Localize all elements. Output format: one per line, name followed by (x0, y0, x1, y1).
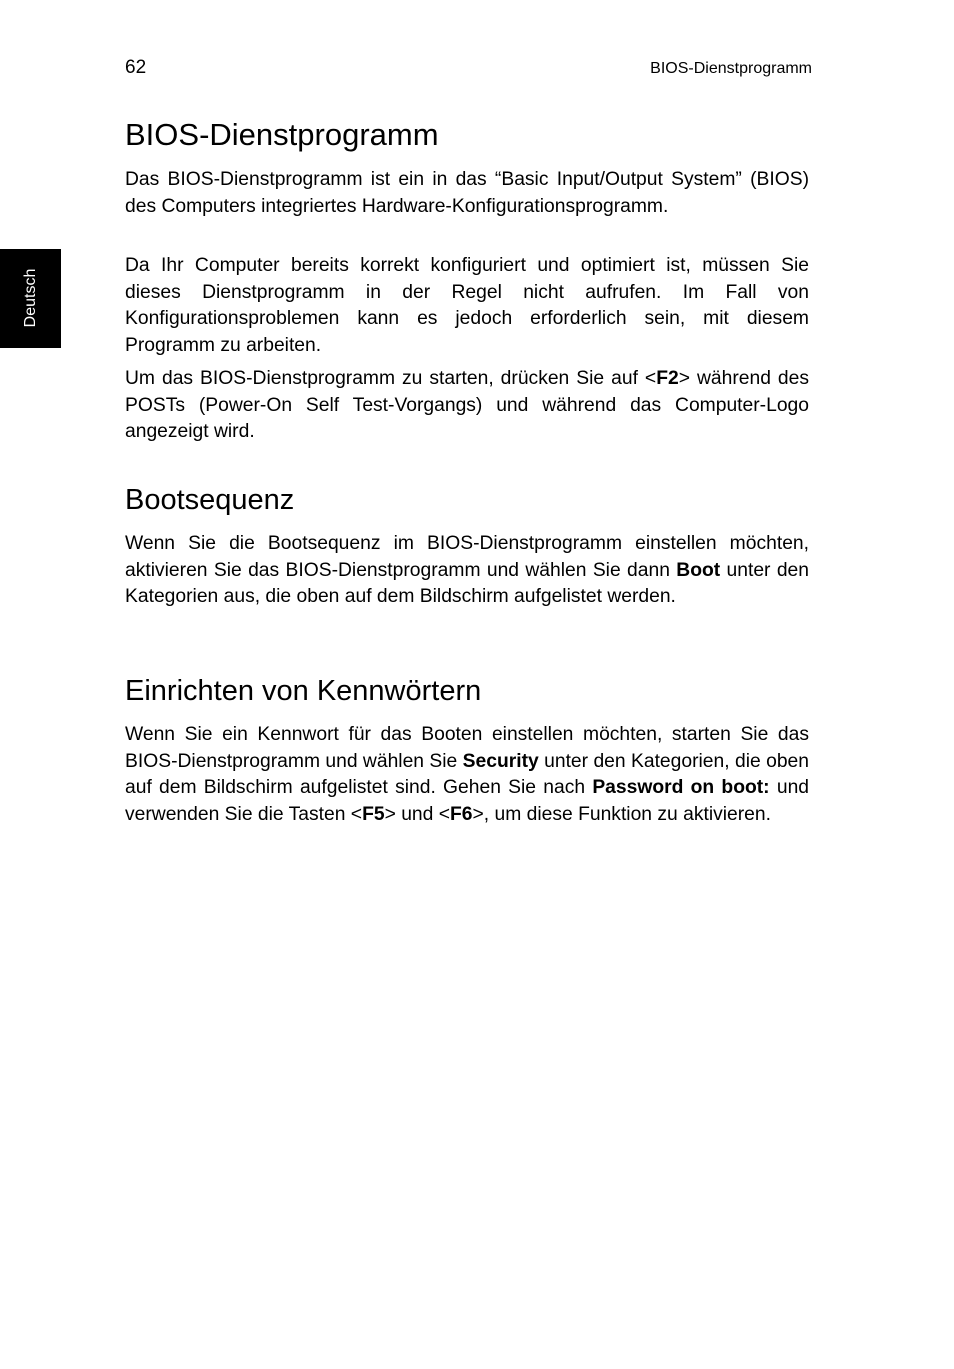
text-segment: > und < (384, 803, 450, 825)
key-f5: F5 (362, 803, 385, 825)
running-header: BIOS-Dienstprogramm (650, 60, 812, 77)
paragraph-boot-sequence (125, 531, 809, 611)
text-segment: >, um diese Funktion zu aktivieren. (472, 803, 771, 825)
text-segment: Wenn Sie ein Kennwort für das Booten einstellen möchten, starten Sie das BIOS-Dienstprogramm und wählen Sie (125, 724, 809, 772)
menu-term-password-on-boot: Password on boot: (592, 777, 770, 798)
language-side-tab-label: Deutsch (22, 268, 39, 328)
text-segment: Wenn Sie die Bootsequenz im BIOS-Dienstprogramm einstellen möchten, aktivieren Sie das BIOS-Dienstprogramm und wählen Sie dann (125, 533, 809, 581)
text-segment: Um das BIOS-Dienstprogramm zu starten, drücken Sie auf < (125, 368, 657, 389)
menu-term-boot: Boot (676, 559, 721, 581)
text-segment: und verwenden Sie die Tasten < (125, 777, 810, 825)
paragraph-bios-intro: Das BIOS-Dienstprogramm ist ein in das “Basic Input/Output System” (BIOS) des Computers integriertes Hardware-Konfigurationsprogramm. (125, 169, 809, 217)
page-number: 62 (125, 57, 147, 78)
text-segment: > während des POSTs (Power-On Self Test-Vorgangs) und während das Computer-Logo angezeigt wird. (125, 368, 809, 442)
section-title-bios-utility: BIOS-Dienstprogramm (125, 117, 439, 152)
key-f2: F2 (656, 368, 679, 389)
section-title-passwords: Einrichten von Kennwörtern (125, 675, 482, 707)
menu-term-security: Security (462, 750, 539, 772)
paragraph-bios-configuration: Da Ihr Computer bereits korrekt konfiguriert und optimiert ist, müssen Sie dieses Dienstprogramm in der Regel nicht aufrufen. Im Fall von Konfigurationsproblemen kann es jedoch erforderlich sein, mit diesem Programm zu arbeiten. (125, 255, 809, 356)
section-title-boot-sequence: Bootsequenz (125, 484, 295, 516)
text-segment: unter den Kategorien aus, die oben auf dem Bildschirm aufgelistet werden. (125, 559, 809, 607)
text-segment: unter den Kategorien, die oben auf dem Bildschirm aufgelistet sind. Gehen Sie nach (125, 750, 809, 798)
paragraph-passwords (125, 722, 809, 828)
paragraph-bios-start (125, 366, 809, 446)
key-f6: F6 (450, 803, 473, 825)
